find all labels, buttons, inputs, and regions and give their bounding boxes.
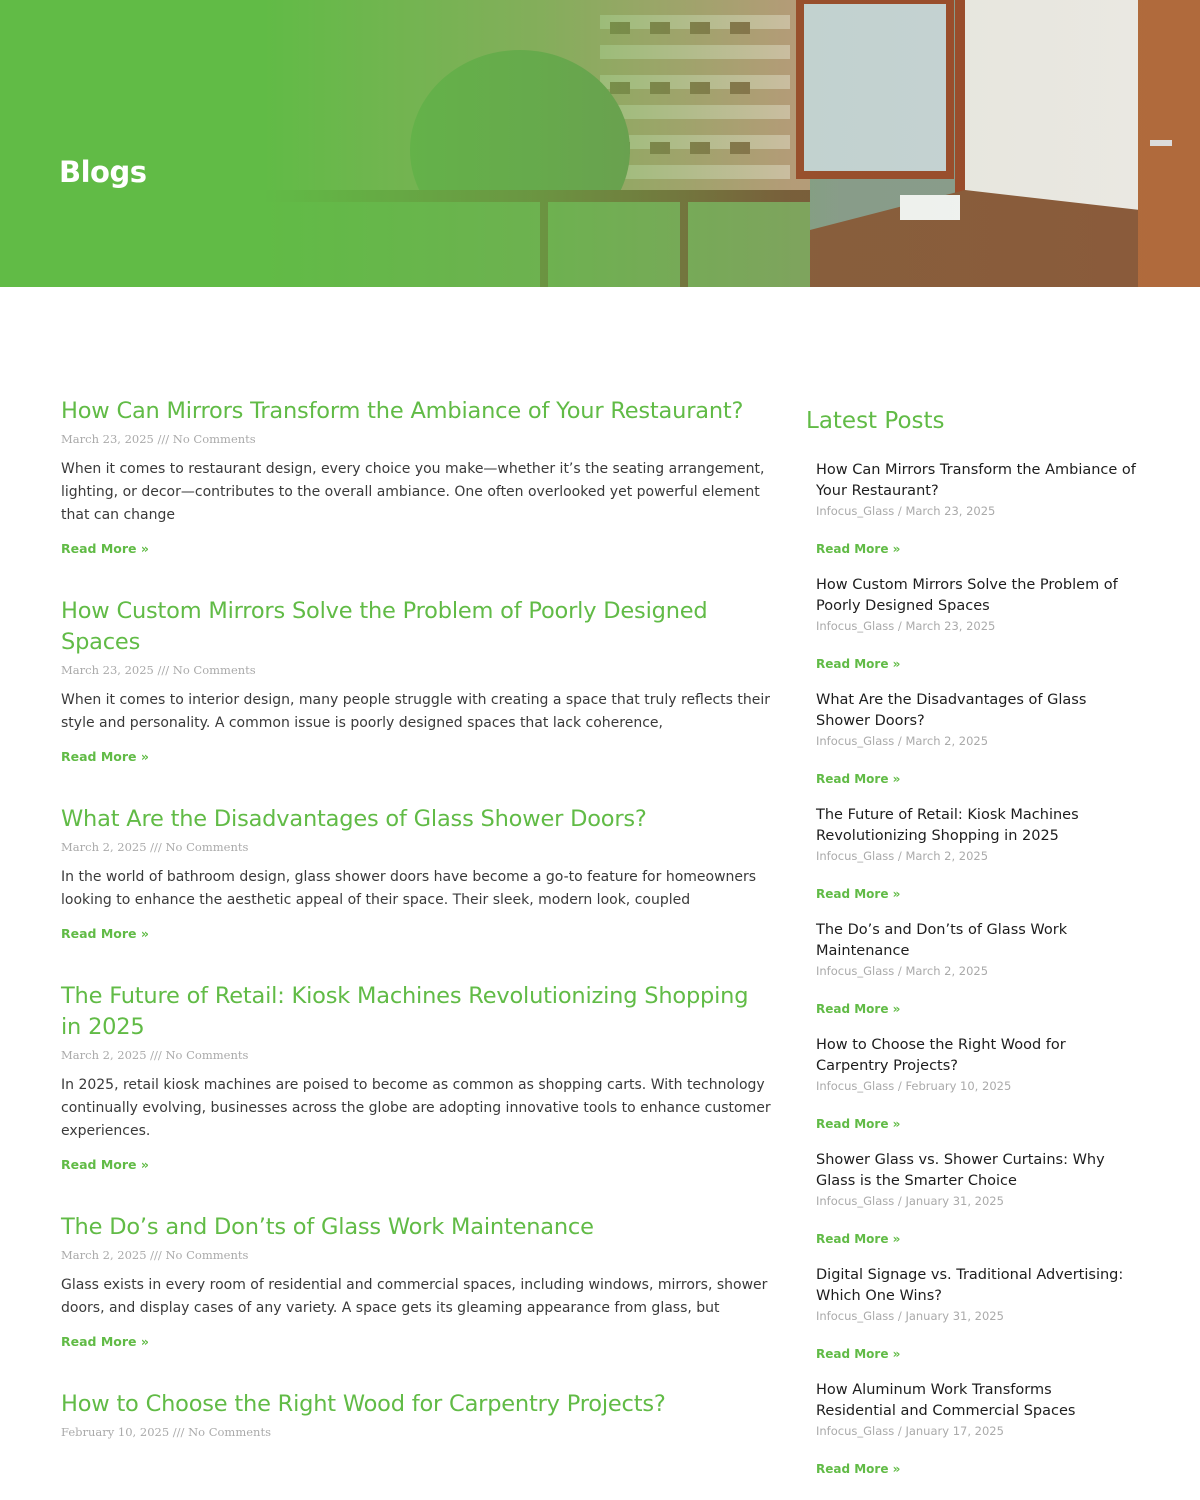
post-meta: March 23, 2025 /// No Comments xyxy=(61,432,256,446)
sidebar-read-more-link[interactable]: Read More » xyxy=(816,1002,901,1016)
post-meta: March 2, 2025 /// No Comments xyxy=(61,1048,249,1062)
sidebar-post xyxy=(806,1150,1136,1265)
blog-post xyxy=(61,1212,771,1351)
sidebar-read-more-link[interactable]: Read More » xyxy=(816,1347,901,1361)
post-excerpt: In the world of bathroom design, glass shower doors have become a go-to feature for homeowners looking to enhance the aesthetic appeal of their space. Their sleek, modern look, coupled xyxy=(61,869,757,908)
sidebar-read-more-link[interactable]: Read More » xyxy=(816,1232,901,1246)
sidebar-post-title-link[interactable]: What Are the Disadvantages of Glass Shower Doors? xyxy=(816,692,1087,729)
post-title-link[interactable]: How Can Mirrors Transform the Ambiance of Your Restaurant? xyxy=(61,398,744,424)
read-more-link[interactable]: Read More » xyxy=(61,1157,149,1172)
read-more-link[interactable]: Read More » xyxy=(61,541,149,556)
post-meta: March 23, 2025 /// No Comments xyxy=(61,663,256,677)
sidebar-post-meta: Infocus_Glass / March 23, 2025 xyxy=(816,504,996,518)
sidebar-post-title-link[interactable]: How Can Mirrors Transform the Ambiance of Your Restaurant? xyxy=(816,462,1136,499)
read-more-link[interactable]: Read More » xyxy=(61,1334,149,1349)
post-title-link[interactable]: How Custom Mirrors Solve the Problem of Poorly Designed Spaces xyxy=(61,598,708,655)
blog-post-list xyxy=(61,396,771,1477)
sidebar-post xyxy=(806,460,1136,575)
post-title-link[interactable]: The Future of Retail: Kiosk Machines Revolutionizing Shopping in 2025 xyxy=(61,983,749,1040)
sidebar-post-title-link[interactable]: The Future of Retail: Kiosk Machines Revolutionizing Shopping in 2025 xyxy=(816,807,1079,844)
post-title-link[interactable]: What Are the Disadvantages of Glass Shower Doors? xyxy=(61,806,647,832)
blog-post xyxy=(61,981,771,1174)
blog-post xyxy=(61,596,771,766)
sidebar-post-meta: Infocus_Glass / January 31, 2025 xyxy=(816,1194,1004,1208)
post-excerpt: In 2025, retail kiosk machines are poised to become as common as shopping carts. With technology continually evolving, businesses across the globe are adopting innovative tools to enhance customer experiences. xyxy=(61,1077,771,1139)
sidebar-post xyxy=(806,1035,1136,1150)
sidebar-post-title-link[interactable]: The Do’s and Don’ts of Glass Work Maintenance xyxy=(816,922,1068,959)
sidebar-heading: Latest Posts xyxy=(806,408,945,434)
read-more-link[interactable]: Read More » xyxy=(61,926,149,941)
sidebar-post-meta: Infocus_Glass / March 2, 2025 xyxy=(816,964,989,978)
sidebar-post-meta: Infocus_Glass / January 17, 2025 xyxy=(816,1424,1004,1438)
post-excerpt: When it comes to restaurant design, every choice you make—whether it’s the seating arrangement, lighting, or decor—contributes to the overall ambiance. One often overlooked yet powerful element that can change xyxy=(61,461,765,523)
sidebar-read-more-link[interactable]: Read More » xyxy=(816,887,901,901)
sidebar-post xyxy=(806,920,1136,1035)
sidebar-read-more-link[interactable]: Read More » xyxy=(816,1117,901,1131)
hero-background-image xyxy=(0,0,1200,287)
sidebar-post-title-link[interactable]: How to Choose the Right Wood for Carpentry Projects? xyxy=(816,1037,1066,1074)
post-meta: March 2, 2025 /// No Comments xyxy=(61,840,249,854)
blog-post xyxy=(61,1389,771,1439)
sidebar-post-meta: Infocus_Glass / January 31, 2025 xyxy=(816,1309,1004,1323)
post-meta: March 2, 2025 /// No Comments xyxy=(61,1248,249,1262)
sidebar-read-more-link[interactable]: Read More » xyxy=(816,772,901,786)
post-meta: February 10, 2025 /// No Comments xyxy=(61,1425,271,1439)
sidebar-post-title-link[interactable]: How Custom Mirrors Solve the Problem of Poorly Designed Spaces xyxy=(816,577,1118,614)
sidebar-post-title-link[interactable]: How Aluminum Work Transforms Residential and Commercial Spaces xyxy=(816,1382,1076,1419)
sidebar-post-meta: Infocus_Glass / March 2, 2025 xyxy=(816,849,989,863)
blog-post xyxy=(61,804,771,943)
sidebar-post xyxy=(806,575,1136,690)
sidebar-post-title-link[interactable]: Digital Signage vs. Traditional Advertising: Which One Wins? xyxy=(816,1267,1124,1304)
post-title-link[interactable]: How to Choose the Right Wood for Carpentry Projects? xyxy=(61,1391,666,1417)
sidebar-post-meta: Infocus_Glass / February 10, 2025 xyxy=(816,1079,1012,1093)
sidebar-post-title-link[interactable]: Shower Glass vs. Shower Curtains: Why Glass is the Smarter Choice xyxy=(816,1152,1105,1189)
post-excerpt: When it comes to interior design, many people struggle with creating a space that truly reflects their style and personality. A common issue is poorly designed spaces that lack coherence, xyxy=(61,692,771,731)
sidebar-post xyxy=(806,1380,1136,1495)
read-more-link[interactable]: Read More » xyxy=(61,749,149,764)
sidebar-read-more-link[interactable]: Read More » xyxy=(816,542,901,556)
hero-banner xyxy=(0,0,1200,287)
sidebar-read-more-link[interactable]: Read More » xyxy=(816,657,901,671)
sidebar-post-meta: Infocus_Glass / March 2, 2025 xyxy=(816,734,989,748)
latest-posts-sidebar xyxy=(806,408,1136,1495)
post-excerpt: Glass exists in every room of residential and commercial spaces, including windows, mirrors, shower doors, and display cases of any variety. A space gets its gleaming appearance from glass, but xyxy=(61,1277,768,1316)
blog-post xyxy=(61,396,771,558)
sidebar-post xyxy=(806,1265,1136,1380)
sidebar-post xyxy=(806,805,1136,920)
page-title: Blogs xyxy=(59,155,147,189)
sidebar-post xyxy=(806,690,1136,805)
sidebar-post-meta: Infocus_Glass / March 23, 2025 xyxy=(816,619,996,633)
post-title-link[interactable]: The Do’s and Don’ts of Glass Work Maintenance xyxy=(61,1214,594,1240)
sidebar-read-more-link[interactable]: Read More » xyxy=(816,1462,901,1476)
